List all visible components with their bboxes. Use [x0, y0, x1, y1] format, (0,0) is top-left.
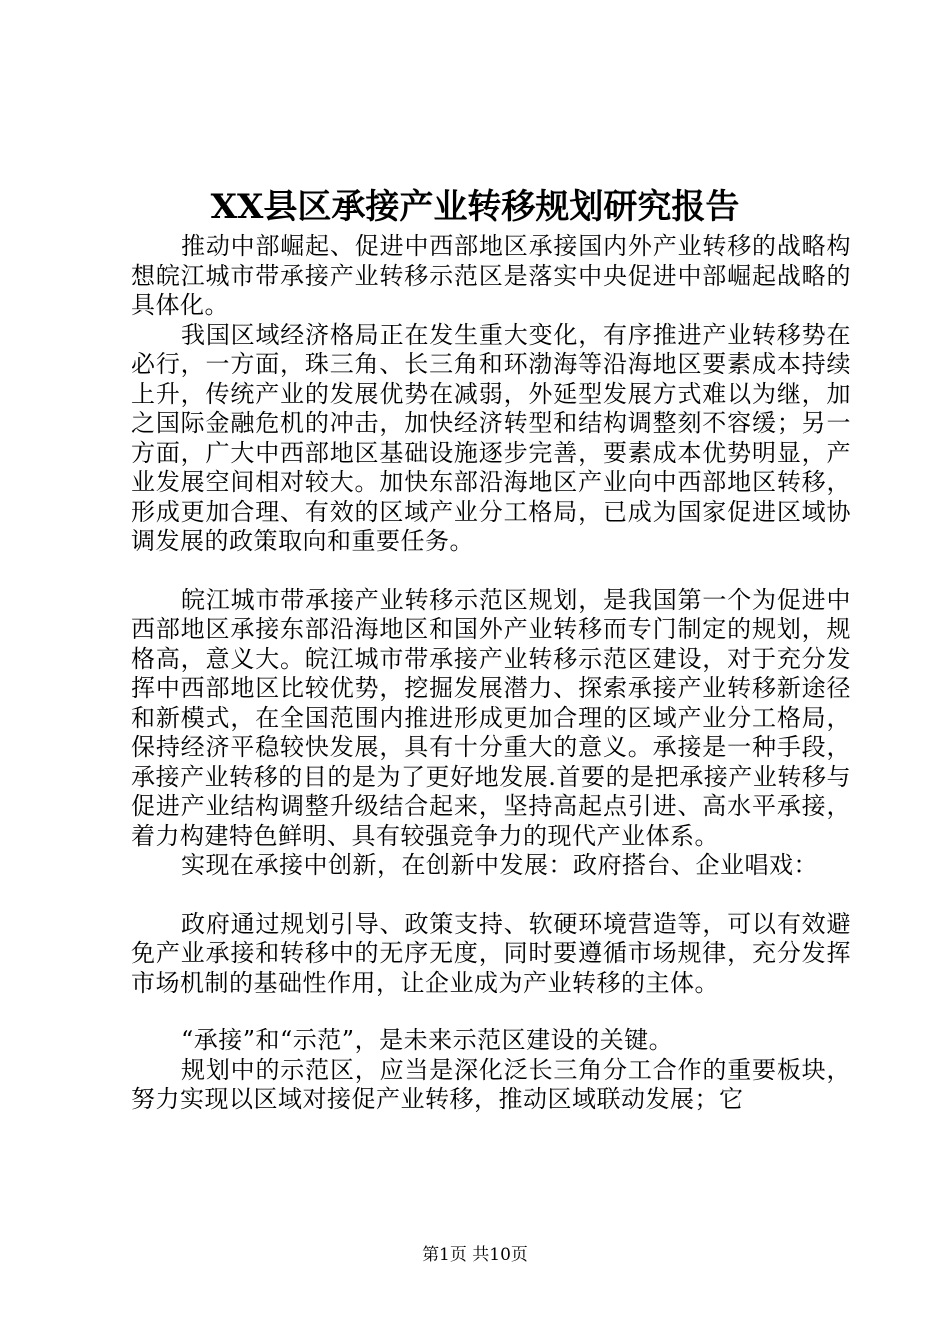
page-number-footer: 第1页 共10页 [422, 1245, 528, 1265]
paragraph-1: 推动中部崛起、促进中西部地区承接国内外产业转移的战略构想皖江城市带承接产业转移示范区是落实中央促进中部崛起战略的具体化。 [131, 232, 851, 319]
document-body [131, 232, 851, 1115]
paragraph-6: “承接”和“示范”，是未来示范区建设的关键。 [181, 1026, 674, 1054]
paragraph-7: 规划中的示范区，应当是深化泛长三角分工合作的重要板块，努力实现以区域对接促产业转移，推动区域联动发展；它 [131, 1055, 851, 1113]
paragraph-2: 我国区域经济格局正在发生重大变化，有序推进产业转移势在必行，一方面，珠三角、长三角和环渤海等沿海地区要素成本持续上升，传统产业的发展优势在减弱，外延型发展方式难以为继，加之国际金融危机的冲击，加快经济转型和结构调整刻不容缓；另一方面，广大中西部地区基础设施逐步完善，要素成本优势明显，产业发展空间相对较大。加快东部沿海地区产业向中西部地区转移，形成更加合理、有效的区域产业分工格局，已成为国家促进区域协调发展的政策取向和重要任务。 [131, 320, 851, 555]
document-title: XX县区承接产业转移规划研究报告 [210, 187, 740, 227]
paragraph-5: 政府通过规划引导、政策支持、软硬环境营造等，可以有效避免产业承接和转移中的无序无度，同时要遵循市场规律，充分发挥市场机制的基础性作用，让企业成为产业转移的主体。 [131, 909, 851, 997]
paragraph-3: 皖江城市带承接产业转移示范区规划，是我国第一个为促进中西部地区承接东部沿海地区和国外产业转移而专门制定的规划，规格高，意义大。皖江城市带承接产业转移示范区建设，对于充分发挥中西部地区比较优势，挖掘发展潜力、探索承接产业转移新途径和新模式，在全国范围内推进形成更加合理的区域产业分工格局，保持经济平稳较快发展，具有十分重大的意义。承接是一种手段，承接产业转移的目的是为了更好地发展.首要的是把承接产业转移与促进产业结构调整升级结合起来，坚持高起点引进、高水平承接，着力构建特色鲜明、具有较强竞争力的现代产业体系。 [131, 585, 851, 850]
paragraph-4: 实现在承接中创新，在创新中发展：政府搭台、企业唱戏： [181, 851, 818, 879]
